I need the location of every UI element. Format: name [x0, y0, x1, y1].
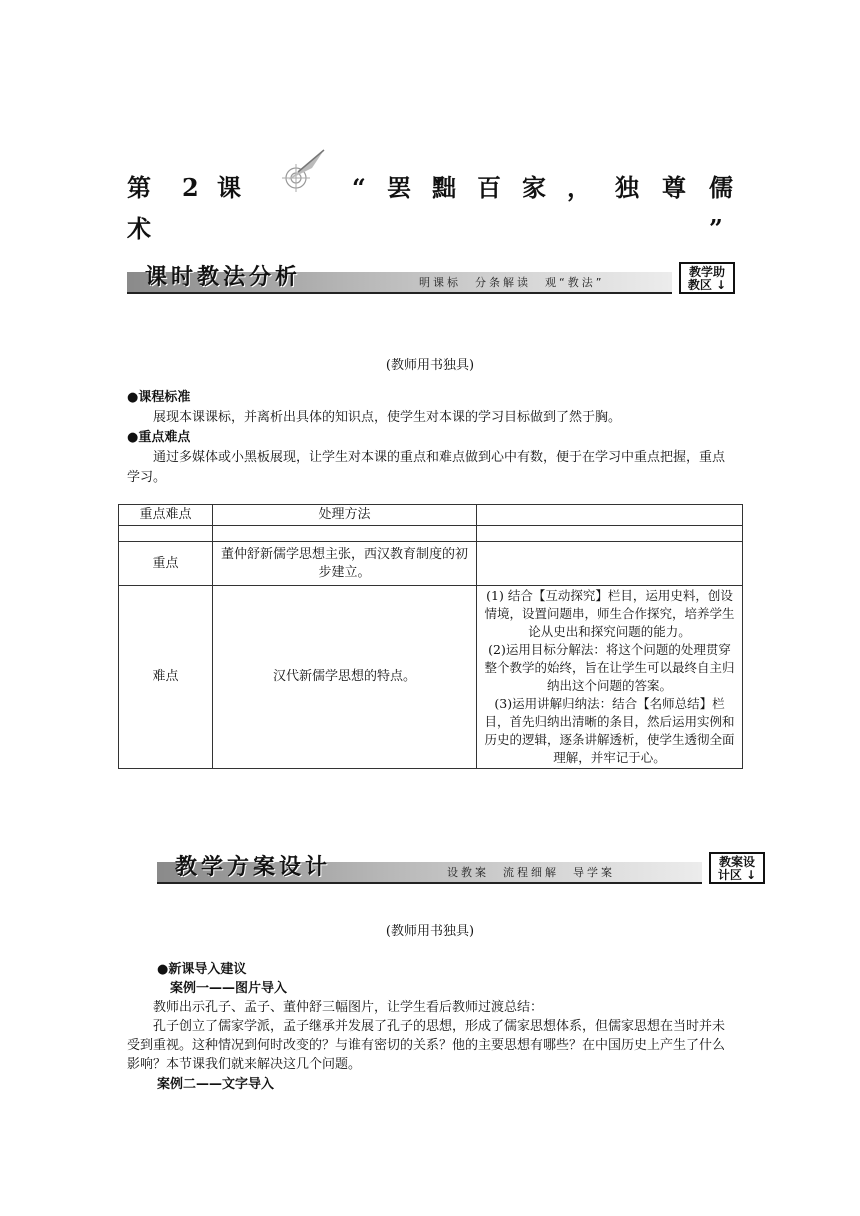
banner-title: 课时教法分析 — [145, 265, 302, 290]
banner-lesson-analysis — [127, 262, 735, 294]
banner-plan-design — [157, 852, 765, 884]
banner-subtitle: 明课标 分条解读 观“教法” — [419, 276, 605, 289]
table-header: 重点难点 — [119, 505, 213, 526]
table-cell: 董仲舒新儒学思想主张，西汉教育制度的初步建立。 — [213, 542, 477, 586]
case-title: 案例二——文字导入 — [157, 1077, 275, 1092]
section-heading: ●重点难点 — [127, 430, 191, 445]
title-char: 黜 — [432, 173, 456, 202]
teacher-note: (教师用书独具) — [385, 924, 475, 939]
title-char: 2 — [182, 173, 199, 202]
title-char: 百 — [477, 173, 501, 202]
table-row — [119, 526, 743, 542]
title-char: 独 — [615, 173, 639, 202]
table-row — [119, 542, 743, 586]
banner-tag — [709, 852, 765, 884]
title-char: 课 — [217, 173, 241, 202]
title-char: 术 — [127, 214, 151, 243]
table-cell — [477, 542, 743, 586]
title-char: 罢 — [387, 173, 411, 202]
case-title: 案例一——图片导入 — [170, 981, 288, 996]
title-char: 尊 — [662, 173, 686, 202]
title-quote-close: ” — [709, 214, 723, 243]
paragraph: 展现本课课标，并离析出具体的知识点，使学生对本课的学习目标做到了然于胸。 — [153, 410, 622, 425]
banner-title: 教学方案设计 — [175, 855, 332, 880]
title-quote-open: “ — [352, 173, 366, 202]
table-cell: 重点 — [119, 542, 213, 586]
tag-line: 计区 ↓ — [717, 868, 757, 882]
title-char: ， — [567, 173, 591, 202]
paragraph: 教师出示孔子、孟子、董仲舒三幅图片，让学生看后教师过渡总结： — [153, 1000, 544, 1015]
method-item: (2)运用目标分解法：将这个问题的处理贯穿整个教学的始终，旨在让学生可以最终自主归纳出这个问题的答案。 — [484, 642, 735, 693]
table-header: 处理方法 — [213, 505, 477, 526]
table-row — [119, 586, 743, 769]
banner-subtitle: 设教案 流程细解 导学案 — [447, 866, 615, 879]
banner-tag — [679, 262, 735, 294]
table-cell-methods — [477, 586, 743, 769]
paragraph: 孔子创立了儒家学派，孟子继承并发展了孔子的思想，形成了儒家思想体系，但儒家思想在当时并未受到重视。这种情况到何时改变的？与谁有密切的关系？他的主要思想有哪些？在中国历史上产生了什么影响？本节课我们就来解决这几个问题。 — [127, 1019, 726, 1072]
title-char: 第 — [127, 173, 151, 202]
method-item: (1) 结合【互动探究】栏目，运用史料，创设情境，设置问题串，师生合作探究，培养学生论从史出和探究问题的能力。 — [484, 588, 735, 639]
table-header — [477, 505, 743, 526]
method-item: (3)运用讲解归纳法：结合【名师总结】栏目，首先归纳出清晰的条目，然后运用实例和历史的逻辑，逐条讲解透析，使学生透彻全面理解，并牢记于心。 — [484, 696, 735, 765]
target-arrow-icon — [268, 146, 328, 194]
table-cell: 难点 — [119, 586, 213, 769]
tag-line: 教案设 — [718, 855, 755, 869]
paragraph: 通过多媒体或小黑板展现，让学生对本课的重点和难点做到心中有数，便于在学习中重点把握，重点学习。 — [127, 450, 726, 485]
lesson-title-line2 — [127, 214, 737, 244]
tag-line: 教区 ↓ — [687, 278, 727, 292]
title-char: 家 — [522, 173, 546, 202]
table-header-row — [119, 505, 743, 526]
title-char: 儒 — [709, 173, 733, 202]
key-difficulty-table — [118, 504, 743, 769]
section-heading: ●新课导入建议 — [157, 962, 247, 977]
teacher-note: (教师用书独具) — [385, 358, 475, 373]
lesson-title — [127, 173, 737, 203]
section-heading: ●课程标准 — [127, 390, 191, 405]
tag-line: 教学助 — [688, 265, 725, 279]
table-cell: 汉代新儒学思想的特点。 — [213, 586, 477, 769]
